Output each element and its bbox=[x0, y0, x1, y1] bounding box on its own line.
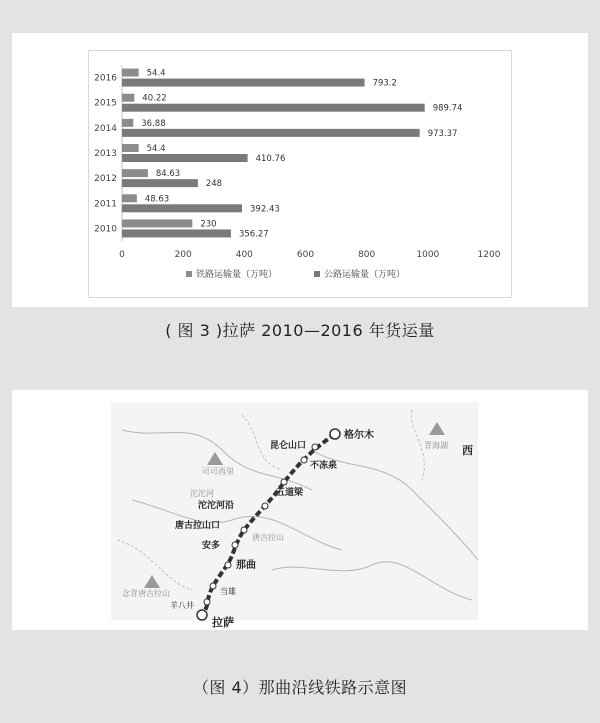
y-tick-label: 2011 bbox=[94, 199, 117, 210]
station-marker bbox=[225, 562, 231, 568]
x-tick-label: 200 bbox=[174, 250, 192, 260]
station-label: 唐古拉山口 bbox=[175, 521, 221, 531]
data-label: 793.2 bbox=[372, 78, 397, 89]
legend-swatch bbox=[186, 271, 192, 277]
station-marker bbox=[204, 599, 210, 605]
place-label: 沱沱河 bbox=[190, 489, 214, 498]
data-label: 48.63 bbox=[144, 194, 170, 205]
station-label: 那曲 bbox=[236, 560, 256, 571]
bar bbox=[122, 79, 365, 87]
x-tick-label: 1000 bbox=[416, 250, 440, 260]
station-label: 拉萨 bbox=[212, 616, 234, 629]
chart-frame bbox=[88, 50, 512, 298]
place-label: 西 bbox=[462, 444, 473, 457]
bar bbox=[122, 129, 420, 137]
data-label: 392.43 bbox=[250, 204, 280, 215]
station-marker bbox=[330, 429, 340, 439]
station-label: 沱沱河沿 bbox=[198, 501, 235, 511]
data-label: 248 bbox=[205, 179, 223, 190]
figure-4-caption: （图 4）那曲沿线铁路示意图 bbox=[192, 678, 408, 697]
x-tick-label: 400 bbox=[235, 250, 253, 260]
data-label: 230 bbox=[200, 219, 217, 230]
station-marker bbox=[210, 583, 216, 589]
station-label: 五道梁 bbox=[276, 488, 304, 498]
station-marker bbox=[312, 444, 318, 450]
y-tick-label: 2010 bbox=[94, 224, 117, 235]
data-label: 410.76 bbox=[255, 154, 286, 164]
legend-label: 公路运输量（万吨） bbox=[324, 270, 406, 280]
station-marker bbox=[301, 457, 307, 463]
station-label: 安多 bbox=[202, 541, 221, 551]
data-label: 973.37 bbox=[427, 128, 458, 139]
bar bbox=[122, 154, 248, 162]
data-label: 989.74 bbox=[432, 103, 463, 114]
legend-swatch bbox=[314, 271, 320, 277]
x-tick-label: 800 bbox=[358, 250, 376, 260]
railway-map bbox=[12, 390, 588, 630]
y-tick-label: 2015 bbox=[94, 98, 117, 109]
data-label: 36.88 bbox=[141, 118, 166, 129]
y-tick-label: 2014 bbox=[94, 123, 117, 134]
data-label: 40.22 bbox=[142, 93, 167, 104]
station-marker bbox=[241, 527, 247, 533]
station-label: 昆仑山口 bbox=[270, 441, 307, 451]
data-label: 54.4 bbox=[146, 144, 166, 154]
bar bbox=[122, 144, 139, 152]
bar bbox=[122, 219, 192, 227]
station-label: 羊八井 bbox=[170, 601, 194, 610]
station-label: 格尔木 bbox=[344, 430, 374, 441]
x-tick-label: 600 bbox=[296, 250, 315, 260]
figure-3-caption: ( 图 3 )拉萨 2010—2016 年货运量 bbox=[165, 321, 435, 340]
legend-label: 铁路运输量（万吨） bbox=[196, 270, 278, 280]
station-label: 不冻泉 bbox=[310, 461, 338, 471]
station-marker bbox=[197, 610, 207, 620]
station-marker bbox=[232, 542, 238, 548]
bar bbox=[122, 229, 231, 237]
bar bbox=[122, 194, 137, 202]
data-label: 84.63 bbox=[155, 169, 181, 180]
bar bbox=[122, 119, 133, 127]
y-tick-label: 2013 bbox=[94, 149, 117, 159]
place-label: 唐古拉山 bbox=[252, 533, 284, 542]
data-label: 54.4 bbox=[146, 68, 166, 79]
freight-bar-chart bbox=[89, 51, 511, 297]
bar bbox=[122, 94, 134, 102]
y-tick-label: 2012 bbox=[94, 174, 117, 185]
bar bbox=[122, 69, 139, 77]
map-panel bbox=[12, 390, 588, 630]
station-marker bbox=[281, 479, 287, 485]
place-label: 青海湖 bbox=[424, 441, 448, 450]
bar bbox=[122, 204, 242, 212]
bar bbox=[122, 169, 148, 177]
place-label: 可可西里 bbox=[202, 467, 234, 476]
x-tick-label: 0 bbox=[119, 250, 125, 260]
data-label: 356.27 bbox=[238, 229, 269, 240]
bar bbox=[122, 179, 198, 187]
x-tick-label: 1200 bbox=[477, 250, 501, 260]
bar bbox=[122, 104, 425, 112]
y-tick-label: 2016 bbox=[94, 73, 117, 84]
station-marker bbox=[262, 503, 268, 509]
station-label: 当雄 bbox=[220, 587, 236, 596]
place-label: 念青唐古拉山 bbox=[122, 589, 170, 598]
